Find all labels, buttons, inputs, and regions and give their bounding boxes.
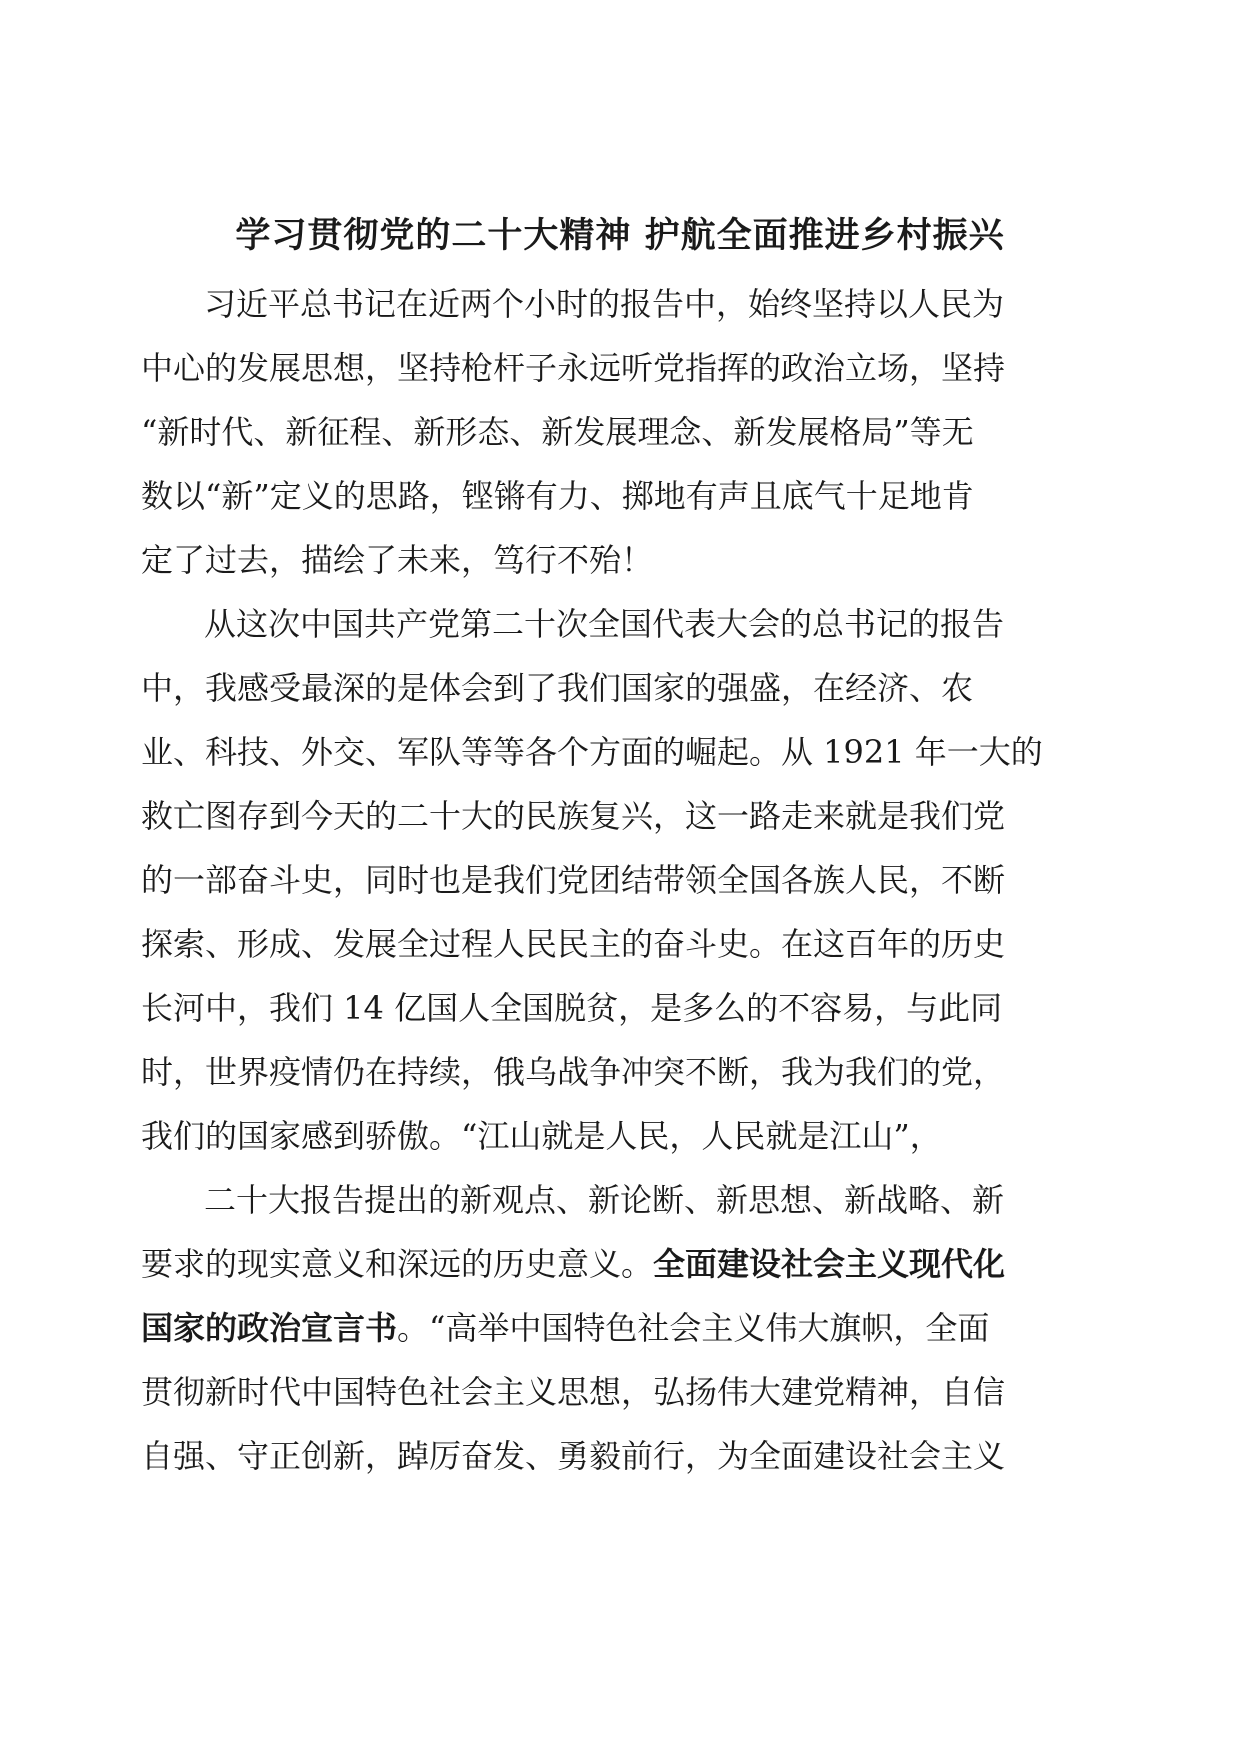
paragraph-2-line-9 — [0, 1104, 1240, 1168]
text-line: 救亡图存到今天的二十大的民族复兴，这一路走来就是我们党 — [141, 797, 1006, 835]
paragraph-2-line-1 — [0, 592, 1240, 656]
text-line — [141, 1232, 1005, 1296]
paragraph-1-line-3 — [0, 400, 1240, 464]
paragraph-2-line-5 — [0, 848, 1240, 912]
paragraph-2-line-7 — [0, 976, 1240, 1040]
text-line — [141, 1296, 989, 1360]
text-line: 探索、形成、发展全过程人民民主的奋斗史。在这百年的历史 — [141, 925, 1006, 963]
text-line: 的一部奋斗史，同时也是我们党团结带领全国各族人民，不断 — [141, 861, 1006, 899]
paragraph-3-line-5 — [0, 1424, 1240, 1488]
paragraph-3-line-3 — [0, 1296, 1240, 1360]
paragraph-1-line-1 — [0, 272, 1240, 336]
text-line: 从这次中国共产党第二十次全国代表大会的总书记的报告 — [204, 605, 1005, 643]
paragraph-3-line-2 — [0, 1232, 1240, 1296]
paragraph-2-line-2 — [0, 656, 1240, 720]
paragraph-1-line-4 — [0, 464, 1240, 528]
paragraph-2-line-8 — [0, 1040, 1240, 1104]
text-line: 中心的发展思想，坚持枪杆子永远听党指挥的政治立场，坚持 — [141, 349, 1006, 387]
paragraph-1-line-5 — [0, 528, 1240, 592]
text-line: 长河中，我们 14 亿国人全国脱贫，是多么的不容易，与此同 — [141, 989, 1003, 1027]
paragraph-2-line-6 — [0, 912, 1240, 976]
text-line: 数以“新”定义的思路，铿锵有力、掷地有声且底气十足地肯 — [141, 477, 974, 515]
paragraph-1-line-2 — [0, 336, 1240, 400]
text-run: 要求的现实意义和深远的历史意义。 — [141, 1245, 654, 1283]
text-line: 定了过去，描绘了未来，笃行不殆！ — [141, 541, 654, 579]
text-line: 中，我感受最深的是体会到了我们国家的强盛，在经济、农 — [141, 669, 974, 707]
text-line: “新时代、新征程、新形态、新发展理念、新发展格局”等无 — [141, 413, 974, 451]
text-line: 二十大报告提出的新观点、新论断、新思想、新战略、新 — [204, 1181, 1005, 1219]
paragraph-3-line-1 — [0, 1168, 1240, 1232]
text-line: 时，世界疫情仍在持续，俄乌战争冲突不断，我为我们的党， — [141, 1053, 1006, 1091]
text-line: 业、科技、外交、军队等等各个方面的崛起。从 1921 年一大的 — [141, 733, 1043, 771]
paragraph-2-line-4 — [0, 784, 1240, 848]
bold-text-run: 国家的政治宣言书 — [141, 1309, 398, 1347]
paragraph-2-line-3 — [0, 720, 1240, 784]
text-run: 。“高举中国特色社会主义伟大旗帜，全面 — [397, 1309, 990, 1347]
text-line: 贯彻新时代中国特色社会主义思想，弘扬伟大建党精神，自信 — [141, 1373, 1006, 1411]
paragraph-3-line-4 — [0, 1360, 1240, 1424]
bold-text-run: 全面建设社会主义现代化 — [653, 1245, 1006, 1283]
text-line: 我们的国家感到骄傲。“江山就是人民，人民就是江山”， — [141, 1117, 942, 1155]
document-title: 学习贯彻党的二十大精神 护航全面推进乡村振兴 — [235, 215, 1005, 256]
text-line: 习近平总书记在近两个小时的报告中，始终坚持以人民为 — [204, 285, 1005, 323]
text-line: 自强、守正创新，踔厉奋发、勇毅前行，为全面建设社会主义 — [141, 1437, 1006, 1475]
